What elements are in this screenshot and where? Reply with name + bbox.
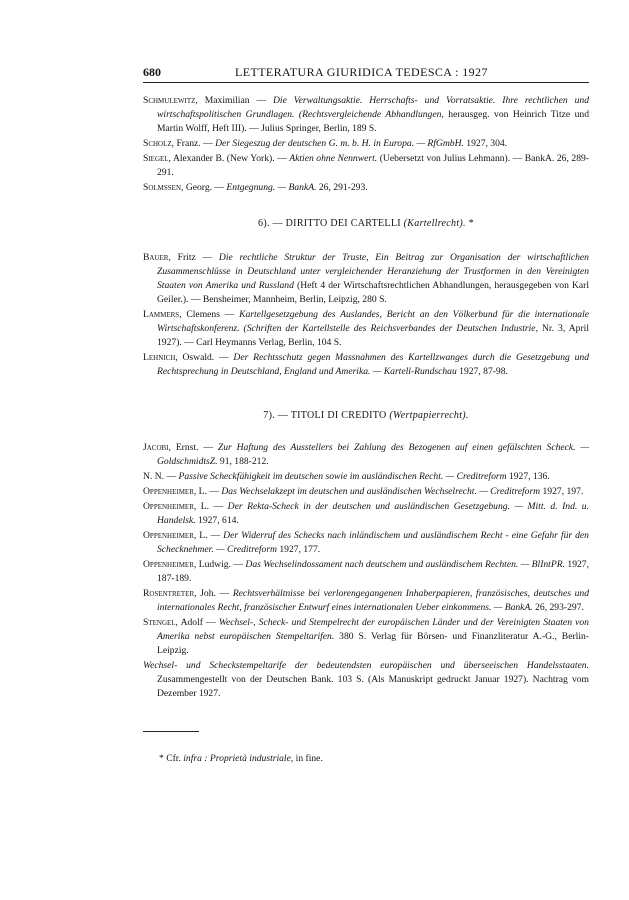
footnote-text: Proprietà industriale, xyxy=(207,753,294,764)
entry-publication: 26, 291-293. xyxy=(316,182,368,193)
bibliography-entry xyxy=(143,529,589,557)
entry-title: Der Siegeszug der deutschen G. m. b. H. in Europa. — RfGmbH. xyxy=(215,138,464,149)
section-7-heading xyxy=(143,409,589,423)
footnote-mark: * Cfr. xyxy=(159,753,184,764)
entry-author: Lammers, xyxy=(143,309,182,320)
section-6-title: 6). — DIRITTO DEI CARTELLI xyxy=(258,218,401,229)
bibliography-entry xyxy=(143,659,589,701)
entry-publication: Zusammengestellt von der Deutschen Bank. 103 S. (Als Manuskript gedruckt Januar 1927). Nachtrag vom Dezember 1927. xyxy=(157,674,589,699)
entry-title: Die Verwaltungsaktie. Herrschafts- und Vorratsaktie. Ihre rechtlichen und wirtschaftspolitischen Grundlagen. (Rechtsvergleichende Abhandlungen, xyxy=(157,95,589,120)
entry-author-rest: Ernst. — xyxy=(170,442,218,453)
entry-author-rest: Ludwig. — xyxy=(196,559,246,570)
section-7-subtitle: (Wertpapierrecht). xyxy=(389,410,469,421)
bibliography-entry xyxy=(143,616,589,658)
bibliography-entry xyxy=(143,308,589,350)
entry-publication: 1927, 136. xyxy=(506,471,550,482)
entry-title: Rechtsverhältnisse bei verlorengegangenen Inhaberpapieren, französisches, deutsches und internationales Recht, französischer Entwurf eines internationalen Ueber einkommens. — BankA. xyxy=(157,588,589,613)
bibliography-entry xyxy=(143,587,589,615)
footnote-rule xyxy=(143,731,199,732)
page-number: 680 xyxy=(143,65,161,79)
footnote-infra: infra : xyxy=(183,753,208,764)
entry-publication: (Heft 4 der Wirtschaftsrechtlichen Abhandlungen, herausgegeben von Karl Geiler.). — Bensheimer, Mannheim, Berlin, Leipzig, 280 S. xyxy=(157,280,590,305)
entry-author: Solmssen, xyxy=(143,182,184,193)
bibliography-entry xyxy=(143,137,589,151)
entry-title: Zur Haftung des Ausstellers bei Zahlung des Bezogenen auf einen gefälschten Scheck. — GoldschmidtsZ. xyxy=(157,442,589,467)
footnote-tail: in fine. xyxy=(293,753,323,764)
entry-title: Kartellgesetzgebung des Auslandes, Bericht an den Völkerbund für die internationale Wirtschaftskonferenz. (Schriften der Kartellstelle des Reichsverbandes der Deutschen Industrie, xyxy=(157,309,589,334)
entry-author: Rosentreter, xyxy=(143,588,197,599)
entry-author-rest: Adolf — xyxy=(177,617,219,628)
bibliography-entry xyxy=(143,470,589,484)
entry-author-rest: Franz. — xyxy=(174,138,216,149)
bibliography-entry xyxy=(143,500,589,528)
entry-author: Oppenheimer, xyxy=(143,486,197,497)
entry-title: Der Rekta-Scheck in der deutschen und ausländischen Gesetzgebung. — Mitt. d. Ind. u. Handelsk. xyxy=(157,501,589,526)
entry-publication: 1927, 177. xyxy=(276,544,321,555)
entry-title: Das Wechselakzept im deutschen und ausländischen Wechselrecht. — Creditreform xyxy=(221,486,541,497)
entry-author-rest: Fritz — xyxy=(170,252,219,263)
entry-publication: 1927, 614. xyxy=(195,515,239,526)
bibliography-entry xyxy=(143,351,589,379)
entries-section-7 xyxy=(143,441,589,701)
entry-author-rest: Oswald. — xyxy=(177,352,234,363)
entry-author-rest: L. — xyxy=(196,486,222,497)
entry-title: Passive Scheckfähigkeit im deutschen sowie im ausländischen Recht. — Creditreform xyxy=(178,471,507,482)
entry-title: Entgegnung. — BankA. xyxy=(226,182,317,193)
entry-author-rest: Georg. — xyxy=(183,182,227,193)
entry-author: Oppenheimer, xyxy=(143,501,197,512)
running-header: LETTERATURA GIURIDICA TEDESCA : 1927 xyxy=(235,65,488,79)
entry-author: Scholz, xyxy=(143,138,175,149)
entry-author-rest: L. — xyxy=(196,501,228,512)
bibliography-entry xyxy=(143,181,589,195)
entry-title: Wechsel- und Scheckstempeltarife der bedeutendsten europäischen und überseeischen Handelsstaaten. xyxy=(143,660,589,671)
bibliography-entry xyxy=(143,441,589,469)
entry-title: Aktien ohne Nennwert. xyxy=(289,153,378,164)
section-6-subtitle: (Kartellrecht). xyxy=(403,218,466,229)
entry-author: Oppenheimer, xyxy=(143,559,197,570)
entries-top xyxy=(143,94,589,195)
entry-author: Oppenheimer, xyxy=(143,530,197,541)
entry-title: Der Rechtsschutz gegen Massnahmen des Kartellzwanges durch die Gesetzgebung und Rechtsprechung in Deutschland, England und Amerika. — Kartell-Rundschau xyxy=(157,352,589,377)
entry-author: Stengel, xyxy=(143,617,178,628)
entry-author: Lehnich, xyxy=(143,352,178,363)
entry-title: Die rechtliche Struktur der Truste, Ein Beitrag zur Organisation der wirtschaftlichen Zusammenschlüsse in Deutschland unter vergleichender Heranziehung der Trustformen in den Vereinigten Staaten von Amerika und Russland xyxy=(157,252,589,291)
bibliography-entry xyxy=(143,251,589,307)
section-6-mark: * xyxy=(465,218,474,229)
entry-author-rest: — xyxy=(164,471,179,482)
content xyxy=(143,94,589,766)
entry-author: Jacobi, xyxy=(143,442,171,453)
entry-publication: 1927, 187-189. xyxy=(157,559,589,584)
entry-publication: herausgeg. von Heinrich Titze und Martin Wolff, Heft III). — Julius Springer, Berlin, 189 S. xyxy=(157,109,589,134)
entry-publication: (Uebersetzt von Julius Lehmann). — BankA. 26, 289-291. xyxy=(157,153,589,178)
entry-title: Wechsel-, Scheck- und Stempelrecht der europäischen Länder und der Vereinigten Staaten von Amerika nebst europäischen Stempeltarifen. xyxy=(157,617,589,642)
entry-author-rest: L. — xyxy=(196,530,224,541)
entry-publication: 1927, 197. xyxy=(540,486,584,497)
bibliography-entry xyxy=(143,558,589,586)
bibliography-entry xyxy=(143,485,589,499)
footnote xyxy=(159,752,589,766)
entry-author: Schmulewitz, xyxy=(143,95,198,106)
entries-section-6 xyxy=(143,251,589,379)
bibliography-entry xyxy=(143,94,589,136)
bibliography-entry xyxy=(143,152,589,180)
entry-publication: 380 S. Verlag für Börsen- und Finanzliteratur A.-G., Berlin-Leipzig. xyxy=(157,631,589,656)
entry-author-rest: Alexander B. (New York). — xyxy=(170,153,290,164)
entry-author: N. N. xyxy=(143,471,165,482)
entry-author: Siegel, xyxy=(143,153,171,164)
section-7-title: 7). — TITOLI DI CREDITO xyxy=(263,410,387,421)
entry-publication: 26, 293-297. xyxy=(532,602,584,613)
entry-author-rest: Clemens — xyxy=(181,309,240,320)
entry-publication: 91, 188-212. xyxy=(217,456,269,467)
entry-author: Bauer, xyxy=(143,252,171,263)
entry-title: Das Wechselindossament nach deutschem und ausländischem Rechten. — BlIntPR. xyxy=(245,559,565,570)
section-6-heading xyxy=(143,217,589,231)
entry-publication: 1927, 87-98. xyxy=(456,366,508,377)
entry-author-rest: Joh. — xyxy=(196,588,233,599)
entry-title: Der Widerruf des Schecks nach inländischem und ausländischem Recht - eine Gefahr für den Schecknehmer. — Creditreform xyxy=(157,530,589,555)
header-rule xyxy=(143,82,589,83)
entry-publication: Nr. 3, April 1927). — Carl Heymanns Verlag, Berlin, 104 S. xyxy=(157,323,589,348)
entry-author-rest: Maximilian — xyxy=(197,95,273,106)
entry-publication: 1927, 304. xyxy=(463,138,508,149)
